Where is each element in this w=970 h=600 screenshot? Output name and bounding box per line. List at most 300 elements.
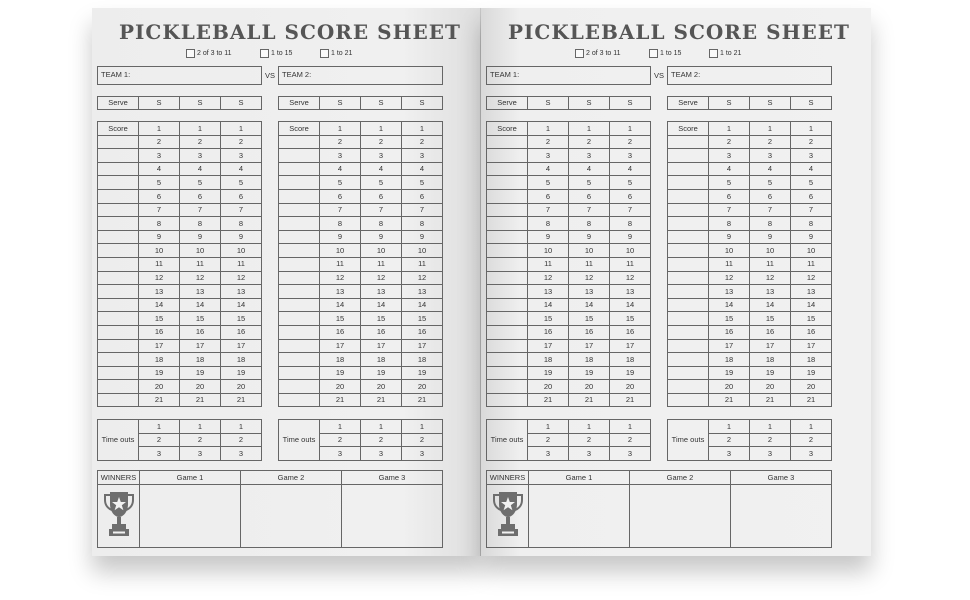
score-row — [668, 203, 832, 217]
score-label-cell — [668, 203, 709, 217]
score-label-cell — [487, 366, 528, 380]
winners-body-row — [98, 485, 443, 548]
score-point-cell: 8 — [221, 217, 262, 231]
winners-table — [97, 470, 443, 548]
score-row — [279, 366, 443, 380]
score-row — [668, 285, 832, 299]
score-point-cell: 6 — [569, 189, 610, 203]
format-option[interactable] — [649, 49, 681, 58]
score-point-cell: 15 — [320, 312, 361, 326]
score-row — [668, 122, 832, 136]
score-label-cell — [279, 393, 320, 407]
score-row — [487, 312, 651, 326]
timeout-cell: 2 — [139, 433, 180, 447]
score-point-cell: 15 — [750, 312, 791, 326]
vs-label: VS — [654, 71, 665, 80]
score-point-cell: 7 — [139, 203, 180, 217]
score-row — [98, 298, 262, 312]
score-point-cell: 20 — [402, 380, 443, 394]
score-row — [487, 353, 651, 367]
score-point-cell: 13 — [361, 285, 402, 299]
score-row — [487, 230, 651, 244]
score-point-cell: 11 — [180, 257, 221, 271]
score-point-cell: 8 — [569, 217, 610, 231]
score-point-cell: 19 — [610, 366, 651, 380]
score-row — [279, 244, 443, 258]
score-point-cell: 13 — [610, 285, 651, 299]
score-point-cell: 16 — [569, 325, 610, 339]
score-point-cell: 4 — [528, 162, 569, 176]
serve-table — [667, 96, 832, 110]
score-point-cell: 12 — [528, 271, 569, 285]
score-point-cell: 11 — [139, 257, 180, 271]
score-point-cell: 8 — [320, 217, 361, 231]
score-point-cell: 15 — [791, 312, 832, 326]
score-label-cell — [487, 257, 528, 271]
checkbox-icon[interactable] — [575, 49, 584, 58]
serve-table — [486, 96, 651, 110]
score-row — [98, 285, 262, 299]
score-label-cell — [668, 230, 709, 244]
score-point-cell: 11 — [610, 257, 651, 271]
score-point-cell: 10 — [709, 244, 750, 258]
score-point-cell: 6 — [320, 189, 361, 203]
format-option[interactable] — [320, 49, 352, 58]
score-point-cell: 12 — [709, 271, 750, 285]
team1-field[interactable] — [486, 66, 651, 85]
score-point-cell: 10 — [791, 244, 832, 258]
score-label-cell — [98, 176, 139, 190]
score-row — [98, 189, 262, 203]
score-point-cell: 1 — [402, 122, 443, 136]
score-point-cell: 20 — [320, 380, 361, 394]
score-row — [279, 230, 443, 244]
score-point-cell: 10 — [221, 244, 262, 258]
score-point-cell: 17 — [180, 339, 221, 353]
timeout-cell: 1 — [610, 420, 651, 434]
game-winner-cell — [529, 485, 630, 548]
score-point-cell: 12 — [361, 271, 402, 285]
score-point-cell: 7 — [528, 203, 569, 217]
score-point-cell: 18 — [750, 353, 791, 367]
timeout-row — [487, 420, 651, 434]
score-row — [487, 271, 651, 285]
score-point-cell: 2 — [791, 135, 832, 149]
score-point-cell: 20 — [528, 380, 569, 394]
checkbox-icon[interactable] — [260, 49, 269, 58]
score-point-cell: 6 — [139, 189, 180, 203]
score-point-cell: 1 — [610, 122, 651, 136]
score-point-cell: 2 — [709, 135, 750, 149]
score-point-cell: 20 — [361, 380, 402, 394]
score-row — [487, 380, 651, 394]
serve-mark: S — [610, 97, 651, 110]
score-row — [487, 122, 651, 136]
score-row — [668, 176, 832, 190]
score-point-cell: 9 — [402, 230, 443, 244]
score-point-cell: 5 — [180, 176, 221, 190]
score-point-cell: 8 — [791, 217, 832, 231]
winners-header-row — [98, 471, 443, 485]
score-point-cell: 12 — [320, 271, 361, 285]
score-point-cell: 16 — [528, 325, 569, 339]
format-option[interactable] — [575, 49, 621, 58]
score-point-cell: 3 — [528, 149, 569, 163]
score-row — [279, 285, 443, 299]
score-label-cell — [98, 230, 139, 244]
trophy-cell — [487, 485, 529, 548]
score-point-cell: 11 — [320, 257, 361, 271]
score-point-cell: 16 — [361, 325, 402, 339]
score-point-cell: 13 — [139, 285, 180, 299]
score-point-cell: 4 — [791, 162, 832, 176]
score-label-cell — [98, 257, 139, 271]
score-point-cell: 9 — [528, 230, 569, 244]
team1-label: TEAM 1: — [490, 70, 520, 79]
score-point-cell: 9 — [610, 230, 651, 244]
score-label-cell — [668, 325, 709, 339]
score-point-cell: 20 — [221, 380, 262, 394]
game-header: Game 1 — [140, 471, 241, 485]
score-point-cell: 14 — [402, 298, 443, 312]
score-label-cell — [668, 285, 709, 299]
team1-label: TEAM 1: — [101, 70, 131, 79]
serve-table — [278, 96, 443, 110]
score-point-cell: 15 — [221, 312, 262, 326]
score-label-cell — [98, 217, 139, 231]
score-label-cell — [279, 189, 320, 203]
game-winner-cell — [140, 485, 241, 548]
score-point-cell: 21 — [180, 393, 221, 407]
team2-field[interactable] — [667, 66, 832, 85]
timeout-cell: 1 — [320, 420, 361, 434]
timeout-cell: 2 — [402, 433, 443, 447]
timeouts-table — [97, 419, 262, 461]
serve-mark: S — [320, 97, 361, 110]
timeout-row — [279, 420, 443, 434]
score-label-cell — [98, 380, 139, 394]
serve-mark: S — [569, 97, 610, 110]
format-option[interactable] — [709, 49, 741, 58]
score-point-cell: 19 — [221, 366, 262, 380]
score-point-cell: 6 — [402, 189, 443, 203]
score-row — [487, 285, 651, 299]
score-point-cell: 11 — [791, 257, 832, 271]
score-row — [279, 312, 443, 326]
format-option-label: 1 to 21 — [331, 50, 353, 57]
team1-field[interactable] — [97, 66, 262, 85]
score-point-cell: 16 — [791, 325, 832, 339]
score-point-cell: 21 — [361, 393, 402, 407]
score-label-cell — [98, 189, 139, 203]
timeout-cell: 1 — [709, 420, 750, 434]
score-point-cell: 14 — [528, 298, 569, 312]
score-point-cell: 16 — [610, 325, 651, 339]
score-point-cell: 10 — [402, 244, 443, 258]
score-point-cell: 2 — [750, 135, 791, 149]
score-row — [98, 312, 262, 326]
score-label-cell — [98, 149, 139, 163]
score-label-cell — [668, 393, 709, 407]
score-point-cell: 19 — [320, 366, 361, 380]
serve-label: Serve — [279, 97, 320, 110]
score-point-cell: 13 — [528, 285, 569, 299]
score-label-cell — [487, 271, 528, 285]
score-row — [668, 298, 832, 312]
score-point-cell: 10 — [361, 244, 402, 258]
score-point-cell: 18 — [221, 353, 262, 367]
score-point-cell: 9 — [221, 230, 262, 244]
score-point-cell: 9 — [139, 230, 180, 244]
winners-label: WINNERS — [98, 471, 140, 485]
score-point-cell: 18 — [528, 353, 569, 367]
format-option-label: 1 to 21 — [720, 50, 742, 57]
right-page — [481, 8, 871, 556]
score-point-cell: 13 — [569, 285, 610, 299]
score-row — [668, 271, 832, 285]
timeout-cell: 3 — [139, 447, 180, 461]
score-label-cell — [487, 203, 528, 217]
score-row — [98, 203, 262, 217]
score-point-cell: 2 — [402, 135, 443, 149]
timeout-cell: 1 — [402, 420, 443, 434]
score-point-cell: 3 — [610, 149, 651, 163]
score-label-cell — [279, 298, 320, 312]
score-point-cell: 8 — [750, 217, 791, 231]
timeout-cell: 3 — [361, 447, 402, 461]
score-row — [668, 353, 832, 367]
score-row — [487, 298, 651, 312]
score-point-cell: 21 — [750, 393, 791, 407]
score-row — [487, 162, 651, 176]
team2-label: TEAM 2: — [282, 70, 312, 79]
timeout-cell: 3 — [709, 447, 750, 461]
score-point-cell: 20 — [791, 380, 832, 394]
score-point-cell: 4 — [180, 162, 221, 176]
score-point-cell: 17 — [139, 339, 180, 353]
score-point-cell: 7 — [402, 203, 443, 217]
team2-label: TEAM 2: — [671, 70, 701, 79]
score-point-cell: 18 — [709, 353, 750, 367]
score-point-cell: 7 — [221, 203, 262, 217]
score-point-cell: 14 — [180, 298, 221, 312]
format-option[interactable] — [186, 49, 232, 58]
score-point-cell: 5 — [750, 176, 791, 190]
winners-header-row — [487, 471, 832, 485]
score-label-cell — [487, 189, 528, 203]
score-label-cell — [487, 339, 528, 353]
score-row — [98, 135, 262, 149]
score-row — [487, 366, 651, 380]
score-point-cell: 3 — [320, 149, 361, 163]
score-point-cell: 19 — [569, 366, 610, 380]
timeouts-label: Time outs — [668, 420, 709, 461]
score-row — [279, 203, 443, 217]
score-point-cell: 11 — [402, 257, 443, 271]
format-option-label: 2 of 3 to 11 — [197, 50, 232, 57]
timeout-cell: 2 — [791, 433, 832, 447]
score-row — [98, 353, 262, 367]
score-point-cell: 4 — [569, 162, 610, 176]
score-label: Score — [98, 122, 139, 136]
score-point-cell: 3 — [402, 149, 443, 163]
score-point-cell: 18 — [569, 353, 610, 367]
score-point-cell: 21 — [569, 393, 610, 407]
score-row — [279, 353, 443, 367]
score-row — [487, 149, 651, 163]
score-point-cell: 5 — [139, 176, 180, 190]
score-point-cell: 5 — [221, 176, 262, 190]
score-point-cell: 15 — [361, 312, 402, 326]
score-label-cell — [487, 325, 528, 339]
score-row — [668, 162, 832, 176]
score-point-cell: 11 — [528, 257, 569, 271]
score-row — [98, 230, 262, 244]
score-point-cell: 15 — [180, 312, 221, 326]
score-row — [487, 244, 651, 258]
score-point-cell: 6 — [221, 189, 262, 203]
score-point-cell: 1 — [750, 122, 791, 136]
score-row — [487, 393, 651, 407]
checkbox-icon[interactable] — [709, 49, 718, 58]
serve-label: Serve — [487, 97, 528, 110]
score-point-cell: 18 — [610, 353, 651, 367]
score-label-cell — [279, 339, 320, 353]
score-point-cell: 17 — [320, 339, 361, 353]
score-point-cell: 14 — [791, 298, 832, 312]
score-point-cell: 20 — [610, 380, 651, 394]
score-row — [98, 257, 262, 271]
score-point-cell: 6 — [709, 189, 750, 203]
score-point-cell: 7 — [569, 203, 610, 217]
timeout-cell: 1 — [361, 420, 402, 434]
score-label-cell — [279, 149, 320, 163]
score-point-cell: 16 — [139, 325, 180, 339]
score-point-cell: 2 — [180, 135, 221, 149]
score-label-cell — [487, 244, 528, 258]
vs-label: VS — [265, 71, 276, 80]
score-point-cell: 18 — [320, 353, 361, 367]
timeout-cell: 3 — [791, 447, 832, 461]
score-label-cell — [279, 380, 320, 394]
score-point-cell: 6 — [528, 189, 569, 203]
score-point-cell: 3 — [139, 149, 180, 163]
score-point-cell: 2 — [139, 135, 180, 149]
score-point-cell: 15 — [528, 312, 569, 326]
timeout-cell: 3 — [750, 447, 791, 461]
score-row — [487, 176, 651, 190]
score-point-cell: 3 — [791, 149, 832, 163]
score-label-cell — [98, 312, 139, 326]
score-point-cell: 2 — [221, 135, 262, 149]
score-point-cell: 5 — [709, 176, 750, 190]
score-point-cell: 3 — [361, 149, 402, 163]
timeouts-label: Time outs — [279, 420, 320, 461]
score-label-cell — [279, 325, 320, 339]
score-point-cell: 17 — [528, 339, 569, 353]
team2-field[interactable] — [278, 66, 443, 85]
timeout-cell: 3 — [180, 447, 221, 461]
score-point-cell: 4 — [361, 162, 402, 176]
score-row — [98, 149, 262, 163]
score-point-cell: 5 — [791, 176, 832, 190]
score-label-cell — [668, 353, 709, 367]
score-label-cell — [668, 271, 709, 285]
score-point-cell: 10 — [180, 244, 221, 258]
score-point-cell: 4 — [750, 162, 791, 176]
left-page — [92, 8, 480, 556]
score-label-cell — [487, 162, 528, 176]
score-row — [487, 339, 651, 353]
score-point-cell: 18 — [791, 353, 832, 367]
score-point-cell: 17 — [709, 339, 750, 353]
score-row — [279, 176, 443, 190]
score-point-cell: 7 — [709, 203, 750, 217]
score-point-cell: 8 — [610, 217, 651, 231]
score-point-cell: 1 — [791, 122, 832, 136]
score-point-cell: 20 — [750, 380, 791, 394]
score-point-cell: 5 — [361, 176, 402, 190]
score-point-cell: 19 — [139, 366, 180, 380]
timeout-cell: 1 — [139, 420, 180, 434]
score-row — [487, 189, 651, 203]
score-row — [668, 230, 832, 244]
score-point-cell: 21 — [221, 393, 262, 407]
score-label-cell — [279, 366, 320, 380]
score-point-cell: 21 — [709, 393, 750, 407]
score-point-cell: 14 — [320, 298, 361, 312]
score-label: Score — [487, 122, 528, 136]
score-label-cell — [279, 176, 320, 190]
score-row — [487, 217, 651, 231]
score-point-cell: 2 — [610, 135, 651, 149]
score-point-cell: 9 — [750, 230, 791, 244]
format-option[interactable] — [260, 49, 292, 58]
score-point-cell: 14 — [361, 298, 402, 312]
score-row — [98, 339, 262, 353]
score-label-cell — [98, 353, 139, 367]
score-row — [279, 122, 443, 136]
checkbox-icon[interactable] — [320, 49, 329, 58]
score-point-cell: 12 — [569, 271, 610, 285]
score-row — [279, 298, 443, 312]
score-point-cell: 1 — [361, 122, 402, 136]
checkbox-icon[interactable] — [186, 49, 195, 58]
timeout-row — [98, 420, 262, 434]
score-label-cell — [279, 135, 320, 149]
score-point-cell: 17 — [750, 339, 791, 353]
serve-label: Serve — [668, 97, 709, 110]
score-point-cell: 15 — [569, 312, 610, 326]
score-point-cell: 17 — [402, 339, 443, 353]
score-point-cell: 6 — [180, 189, 221, 203]
serve-mark: S — [528, 97, 569, 110]
game-winner-cell — [342, 485, 443, 548]
score-row — [668, 325, 832, 339]
winners-label: WINNERS — [487, 471, 529, 485]
serve-mark: S — [750, 97, 791, 110]
timeout-cell: 2 — [528, 433, 569, 447]
score-point-cell: 4 — [221, 162, 262, 176]
timeout-cell: 2 — [569, 433, 610, 447]
score-point-cell: 13 — [402, 285, 443, 299]
score-point-cell: 14 — [221, 298, 262, 312]
score-row — [487, 203, 651, 217]
score-row — [668, 380, 832, 394]
score-label-cell — [668, 162, 709, 176]
checkbox-icon[interactable] — [649, 49, 658, 58]
score-row — [668, 244, 832, 258]
